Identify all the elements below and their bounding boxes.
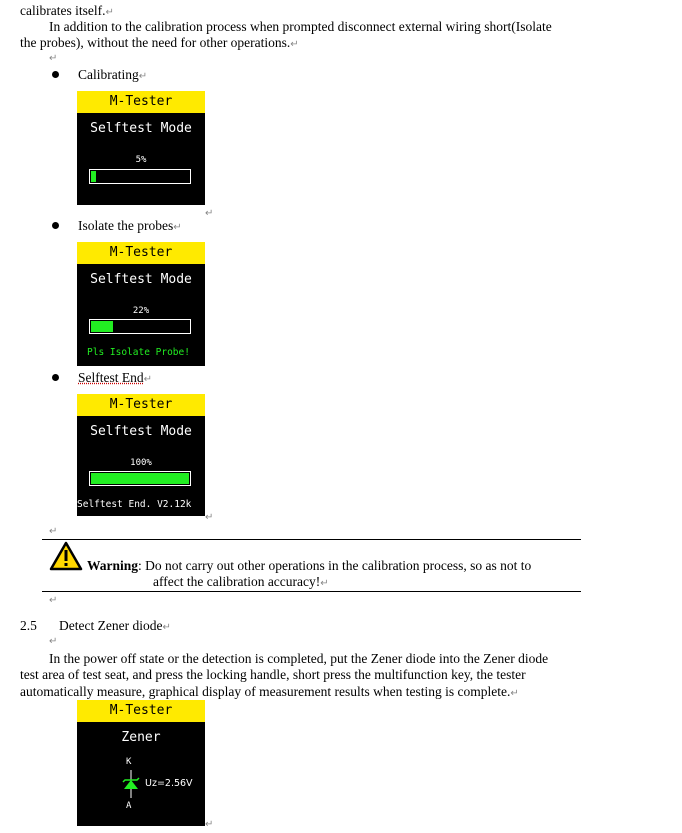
paragraph-line: the probes), without the need for other operations.↵ (20, 35, 299, 50)
bullet-label: Selftest End↵ (78, 370, 153, 385)
zener-voltage-value: Uz=2.56V (145, 778, 193, 789)
bullet-label: Calibrating↵ (78, 67, 148, 82)
screen-mode: Zener (121, 730, 161, 745)
paragraph-mark: ↵ (205, 819, 214, 830)
progress-bar (89, 169, 191, 184)
paragraph-line: In the power off state or the detection is completed, put the Zener diode into the Zener diode (49, 651, 549, 666)
warning-label: Warning (87, 558, 139, 573)
bullet-label: Isolate the probes↵ (78, 218, 182, 233)
device-screen-calibrating (77, 91, 205, 205)
bullet-icon (52, 374, 59, 381)
isolate-probe-message: Pls Isolate Probe! (87, 347, 190, 358)
screen-header: M-Tester (77, 700, 205, 722)
anode-label: A (126, 801, 132, 811)
progress-bar (89, 319, 191, 334)
cathode-label: K (126, 757, 132, 767)
bullet-icon (52, 222, 59, 229)
section-title: Detect Zener diode↵ (59, 618, 171, 633)
warning-line-1: Warning: Do not carry out other operations in the calibration process, so as not to (87, 558, 532, 573)
selftest-end-message: Selftest End. V2.12k (77, 499, 192, 510)
screen-header: M-Tester (77, 242, 205, 264)
device-screen-zener (77, 700, 205, 826)
empty-paragraph-mark: ↵ (49, 526, 58, 537)
device-screen-isolate (77, 242, 205, 366)
paragraph-line: calibrates itself.↵ (20, 3, 114, 18)
progress-fill (91, 473, 189, 484)
warning-top-rule (42, 539, 581, 540)
screen-header: M-Tester (77, 91, 205, 113)
paragraph-mark: ↵ (205, 512, 214, 523)
warning-bottom-rule (42, 591, 581, 592)
empty-paragraph-mark: ↵ (49, 53, 58, 64)
screen-mode: Selftest Mode (90, 121, 192, 136)
paragraph-mark: ↵ (205, 208, 214, 219)
progress-percent: 100% (130, 458, 152, 468)
progress-bar (89, 471, 191, 486)
progress-percent: 22% (132, 306, 150, 316)
warning-icon (49, 541, 83, 571)
section-number: 2.5 (20, 618, 37, 633)
zener-diode-icon (121, 770, 141, 798)
paragraph-line: In addition to the calibration process when prompted disconnect external wiring short(Isolate (49, 19, 552, 34)
bullet-icon (52, 71, 59, 78)
screen-mode: Selftest Mode (90, 424, 192, 439)
paragraph-line: automatically measure, graphical display of measurement results when testing is complete.↵ (20, 684, 519, 699)
empty-paragraph-mark: ↵ (49, 595, 58, 606)
progress-fill (91, 171, 96, 182)
screen-header: M-Tester (77, 394, 205, 416)
warning-line-2: affect the calibration accuracy!↵ (153, 574, 329, 589)
progress-fill (91, 321, 113, 332)
paragraph-line: test area of test seat, and press the locking handle, short press the multifunction key, the tester (20, 667, 526, 682)
device-screen-selftest-end (77, 394, 205, 516)
empty-paragraph-mark: ↵ (49, 636, 58, 647)
screen-mode: Selftest Mode (90, 272, 192, 287)
progress-percent: 5% (135, 155, 147, 165)
